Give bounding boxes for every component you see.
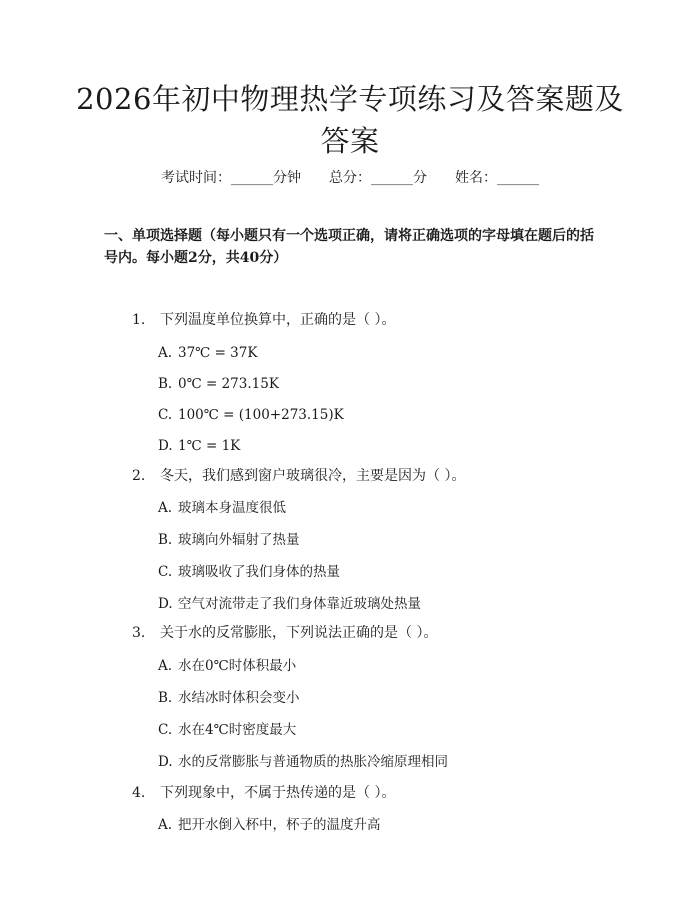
question-number: 1. [132,312,146,328]
score-blank: ______ [371,170,413,186]
option-text: 水在0℃时体积最小 [178,658,297,674]
option-text: 水在4℃时密度最大 [178,722,297,738]
question-4-option-a [158,815,381,835]
question-text: 冬天，我们感到窗户玻璃很冷，主要是因为（ ）。 [160,468,466,484]
score-unit: 分 [413,170,427,186]
question-3-option-a [158,656,296,676]
option-text: 玻璃本身温度很低 [178,500,286,516]
option-letter: B. [158,532,173,548]
option-letter: A. [158,500,173,516]
option-letter: C. [158,722,173,738]
option-letter: D. [158,754,173,770]
section-heading: 一、单项选择题（每小题只有一个选项正确，请将正确选项的字母填在题后的括号内。每小题2分，共40分） [104,228,594,266]
option-letter: D. [158,438,173,454]
question-3 [132,623,437,643]
option-letter: C. [158,564,173,580]
option-letter: A. [158,817,173,833]
option-text: 0℃ = 273.15K [178,376,279,392]
option-letter: A. [158,345,173,361]
option-letter: D. [158,596,173,612]
time-blank: ______ [231,170,273,186]
option-text: 水结冰时体积会变小 [178,690,300,706]
time-unit: 分钟 [273,170,301,186]
time-label: 考试时间： [161,170,231,186]
question-2-option-c [158,562,340,582]
question-3-option-d [158,752,448,772]
exam-info-line [0,168,700,188]
option-letter: B. [158,376,173,392]
question-3-option-b [158,688,300,708]
document-title: 2026年初中物理热学专项练习及答案题及答案 [76,82,624,158]
option-text: 37℃ = 37K [178,345,258,361]
option-letter: C. [158,407,173,423]
name-label: 姓名： [455,170,497,186]
option-text: 100℃ = (100+273.15)K [178,407,344,423]
question-4 [132,783,395,803]
option-text: 玻璃吸收了我们身体的热量 [178,564,340,580]
name-blank: ______ [497,170,539,186]
question-number: 2. [132,468,146,484]
question-text: 关于水的反常膨胀，下列说法正确的是（ ）。 [160,625,438,641]
option-text: 水的反常膨胀与普通物质的热胀冷缩原理相同 [178,754,448,770]
option-letter: B. [158,690,173,706]
question-number: 4. [132,785,146,801]
question-2-option-b [158,530,300,550]
question-number: 3. [132,625,146,641]
option-text: 1℃ = 1K [178,438,241,454]
question-text: 下列温度单位换算中，正确的是（ ）。 [160,312,396,328]
option-letter: A. [158,658,173,674]
question-1 [132,310,395,330]
question-1-option-d [158,436,240,456]
question-1-option-b [158,374,279,394]
question-text: 下列现象中，不属于热传递的是（ ）。 [160,785,396,801]
question-1-option-a [158,343,257,363]
option-text: 玻璃向外辐射了热量 [178,532,300,548]
score-label: 总分： [329,170,371,186]
question-1-option-c [158,405,344,425]
question-2-option-d [158,594,421,614]
question-2-option-a [158,498,286,518]
question-3-option-c [158,720,296,740]
option-text: 把开水倒入杯中，杯子的温度升高 [178,817,381,833]
option-text: 空气对流带走了我们身体靠近玻璃处热量 [178,596,421,612]
question-2 [132,466,465,486]
